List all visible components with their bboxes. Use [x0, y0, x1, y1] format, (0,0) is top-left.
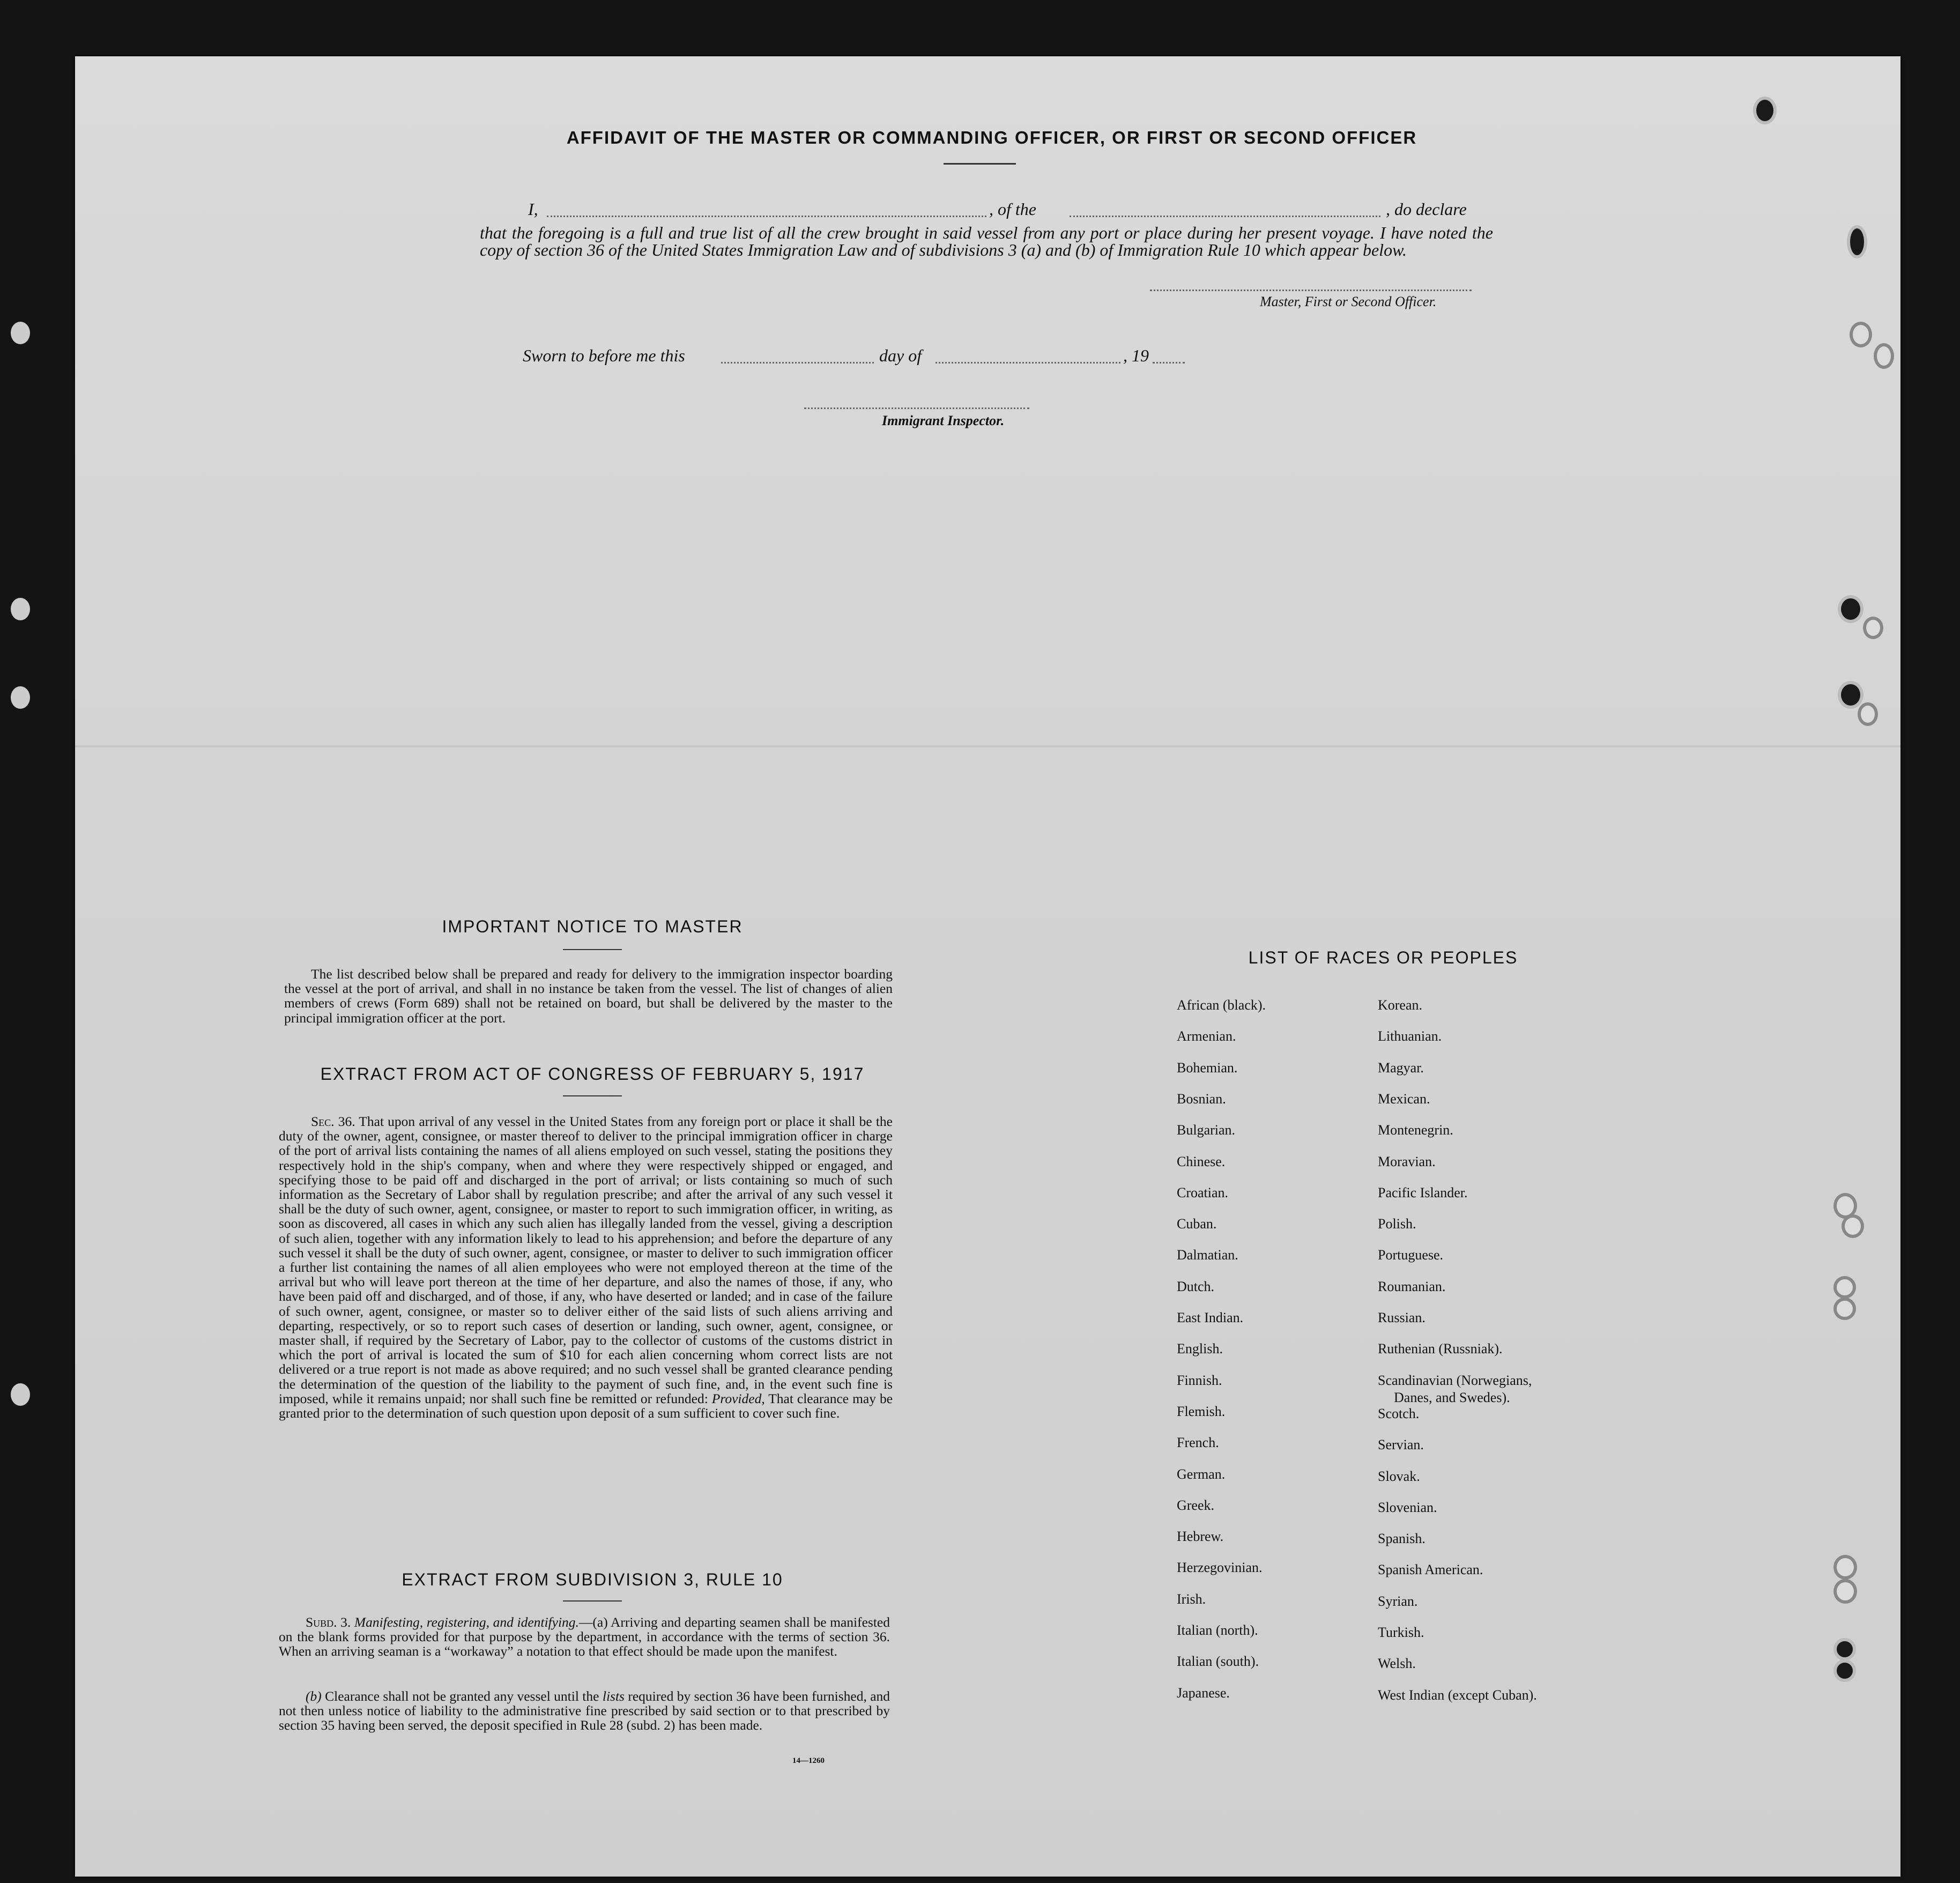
act-section-36: [279, 1114, 893, 1420]
race-item: Herzegovinian.: [1177, 1560, 1263, 1576]
sworn-month-line[interactable]: [936, 362, 1120, 364]
race-item: Finnish.: [1177, 1372, 1222, 1388]
binder-hole: [1833, 1638, 1856, 1660]
race-item: Cuban.: [1177, 1216, 1217, 1232]
para-b-part2: required by section 36 have been furnished, and not then unless notice of liability to the administrative fine prescribed by said section or to that prescribed by section 35 having been served, the deposit specified in Rule 28 (subd. 2) has been made.: [279, 1688, 890, 1733]
race-item: Slovak.: [1378, 1468, 1420, 1484]
rule-underline: [563, 1600, 622, 1602]
race-item: Ruthenian (Russniak).: [1378, 1341, 1503, 1357]
race-item: German.: [1177, 1466, 1226, 1482]
provided-word: Provided,: [711, 1390, 765, 1406]
sworn-day-line[interactable]: [721, 362, 874, 364]
race-item: Dutch.: [1177, 1278, 1215, 1294]
binder-hole: [1847, 225, 1867, 258]
para-b-part1: Clearance shall not be granted any vessel until the: [325, 1688, 599, 1704]
title-underline: [944, 163, 1016, 165]
vessel-field-line[interactable]: [1070, 216, 1380, 217]
race-item: Scandinavian (Norwegians,: [1378, 1372, 1532, 1388]
race-item: African (black).: [1177, 997, 1266, 1013]
race-item: Russian.: [1378, 1310, 1426, 1325]
race-item: Pacific Islander.: [1378, 1184, 1468, 1200]
rule-title: EXTRACT FROM SUBDIVISION 3, RULE 10: [402, 1570, 783, 1589]
binder-hole: [1833, 1555, 1857, 1580]
sec-body: That upon arrival of any vessel in the United States from any foreign port or place it shall be the duty of the owner, agent, consignee, or master thereof to deliver to the principal immigration officer in charge of the port of arrival lists containing the names of all aliens employed on such vessel, stating the positions they respectively hold in the ship's company, when and where they were respectively shipped or engaged, and specifying those to be paid off and discharged in the port of arrival; or lists containing so much of such information as the Secretary of Labor shall by regulation prescribe; and after the arrival of any such vessel it shall be the duty of such owner, agent, consignee, or master to report to such immigration officer, in writing, as soon as discovered, all cases in which any such alien has illegally landed from the vessel, giving a description of such alien, together with any information likely to lead to his apprehension; and before the departure of any such vessel it shall be the duty of such owner, agent, consignee, or master to deliver to such immigration officer a further list containing the names of all alien employees who were not employed thereon at the time of the arrival but who will leave port thereon at the time of her departure, and also the names of those, if any, who have been paid off and discharged, and of those, if any, who have deserted or landed; and in case of the failure of such owner, agent, consignee, or master so to deliver either of the said lists of such aliens arriving and departing, respectively, or so to report such cases of desertion or landing, such owner, agent, consignee, or master shall, if required by the Secretary of Labor, pay to the collector of customs of the customs district in which the port of arrival is located the sum of $10 for each alien concerning whom correct lists are not delivered or a true report is not made as above required; and no such vessel shall be granted clearance pending the determination of the question of the liability to the payment of such fine, and, in the event such fine is imposed, while it remains unpaid; nor shall such fine be remitted or refunded:: [279, 1114, 893, 1406]
declaration-i: I,: [528, 199, 538, 219]
subd-heading: Manifesting, registering, and identifying.: [354, 1614, 579, 1630]
edge-hole: [11, 1383, 30, 1406]
binder-hole: [1753, 97, 1777, 124]
race-item: Montenegrin.: [1378, 1122, 1453, 1138]
edge-hole: [11, 598, 30, 620]
race-item: Chinese.: [1177, 1153, 1226, 1169]
race-item: Servian.: [1378, 1437, 1424, 1453]
race-item: Dalmatian.: [1177, 1247, 1238, 1263]
race-item: Italian (south).: [1177, 1654, 1259, 1670]
race-item: Scotch.: [1378, 1405, 1420, 1421]
binder-hole: [1833, 1298, 1856, 1320]
race-item: Moravian.: [1378, 1153, 1436, 1169]
race-item: Greek.: [1177, 1497, 1215, 1513]
races-list-right: [1378, 997, 1619, 1716]
binder-hole: [1833, 1276, 1856, 1299]
rule-para-a: [279, 1615, 890, 1659]
binder-hole: [1850, 322, 1872, 347]
race-item: Armenian.: [1177, 1028, 1236, 1044]
year-text: , 19: [1123, 346, 1149, 365]
declaration-of: , of the: [989, 199, 1036, 219]
form-number: 14—1260: [792, 1756, 825, 1765]
act-underline: [563, 1095, 622, 1096]
page-fold-line: [75, 745, 1900, 747]
race-item: Bosnian.: [1177, 1091, 1226, 1107]
race-item: French.: [1177, 1435, 1219, 1451]
race-item: Flemish.: [1177, 1403, 1226, 1419]
master-signature-label: Master, First or Second Officer.: [1260, 294, 1437, 309]
master-signature-line[interactable]: [1150, 290, 1472, 291]
race-item: Polish.: [1378, 1216, 1416, 1232]
day-of-text: day of: [879, 346, 922, 365]
declaration-declare: , do declare: [1386, 199, 1467, 219]
race-item: Italian (north).: [1177, 1622, 1258, 1638]
rule-para-b: [279, 1689, 890, 1733]
notice-underline: [563, 949, 622, 950]
race-item: Croatian.: [1177, 1184, 1229, 1200]
binder-hole: [1838, 681, 1864, 709]
race-item: Welsh.: [1378, 1656, 1416, 1672]
binder-hole: [1833, 1659, 1856, 1682]
sworn-text: Sworn to before me this: [523, 346, 685, 365]
subd-label: Subd. 3.: [306, 1614, 351, 1630]
race-item: Roumanian.: [1378, 1278, 1446, 1294]
race-item: Bohemian.: [1177, 1059, 1238, 1076]
race-item: Bulgarian.: [1177, 1122, 1236, 1138]
binder-hole: [1838, 595, 1864, 623]
edge-hole: [11, 322, 30, 344]
race-item: Magyar.: [1378, 1059, 1424, 1076]
binder-hole: [1863, 617, 1883, 639]
race-item: Hebrew.: [1177, 1529, 1224, 1545]
race-item: Spanish.: [1378, 1531, 1426, 1547]
affidavit-title: AFFIDAVIT OF THE MASTER OR COMMANDING OFFICER, OR FIRST OR SECOND OFFICER: [566, 128, 1417, 147]
races-title: LIST OF RACES OR PEOPLES: [1248, 948, 1518, 967]
race-item: Lithuanian.: [1378, 1028, 1442, 1044]
notice-body: The list described below shall be prepared and ready for delivery to the immigration inspector boarding the vessel at the port of arrival, and shall in no instance be taken from the vessel. The list of changes of alien members of crews (Form 689) shall not be retained on board, but shall be delivered by the master to the principal immigration officer at the port.: [284, 966, 893, 1026]
race-item: Mexican.: [1378, 1091, 1430, 1107]
race-item: Korean.: [1378, 997, 1423, 1013]
race-item: Syrian.: [1378, 1593, 1418, 1609]
race-item: Slovenian.: [1378, 1499, 1437, 1515]
binder-hole: [1874, 343, 1894, 369]
binder-hole: [1842, 1214, 1864, 1238]
inspector-signature-line[interactable]: [804, 407, 1029, 409]
para-b-label: (b): [306, 1688, 322, 1704]
edge-hole: [11, 686, 30, 709]
subd-para-a: —(a) Arriving and departing seamen shall be manifested on the blank forms provided for that purpose by the department, in accordance with the terms of section 36. When an arriving seaman is a “workaway” a notation to that effect should be made upon the manifest.: [279, 1614, 890, 1659]
binder-hole: [1833, 1579, 1857, 1604]
binder-hole: [1858, 702, 1878, 726]
race-item: West Indian (except Cuban).: [1378, 1687, 1537, 1703]
race-item: Irish.: [1177, 1591, 1206, 1607]
sworn-year-line[interactable]: [1153, 362, 1185, 364]
sec-label: Sec. 36.: [311, 1114, 355, 1129]
race-item: Japanese.: [1177, 1685, 1230, 1701]
scandinavian-continuation: Danes, and Swedes).: [1394, 1390, 1510, 1405]
inspector-label: Immigrant Inspector.: [882, 413, 1005, 428]
name-field-line[interactable]: [547, 216, 986, 217]
race-item: English.: [1177, 1341, 1223, 1357]
para-b-lists: lists: [602, 1688, 625, 1704]
race-item: Turkish.: [1378, 1625, 1424, 1640]
declaration-body: that the foregoing is a full and true list of all the crew brought in said vessel from any port or place during her present voyage. I have noted the copy of section 36 of the United States Immigration Law and of subdivisions 3 (a) and (b) of Immigration Rule 10 which appear below.: [480, 223, 1493, 260]
race-item: Spanish American.: [1378, 1562, 1483, 1578]
sec-body-end: That clearance may be granted prior to the determination of such question upon deposit of a sum sufficient to cover such fine.: [279, 1390, 893, 1421]
race-item: East Indian.: [1177, 1310, 1244, 1325]
race-item: Portuguese.: [1378, 1247, 1444, 1263]
notice-title: IMPORTANT NOTICE TO MASTER: [442, 917, 743, 936]
act-title: EXTRACT FROM ACT OF CONGRESS OF FEBRUARY 5, 1917: [320, 1064, 865, 1084]
